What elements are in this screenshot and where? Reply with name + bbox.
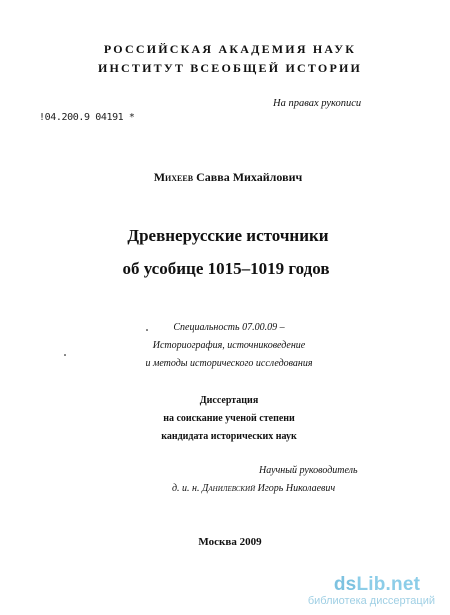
logo-lib: Lib.net [356,574,421,595]
manuscript-rights-note: На правах рукописи [273,98,362,109]
degree-line-1: на соискание ученой степени [163,413,295,424]
supervisor-name [172,483,335,494]
dslib-watermark[interactable] [308,575,435,607]
supervisor-degree: д. и. н. [172,483,200,494]
scan-speck [64,354,66,356]
dissertation-title-line-1: Древнерусские источники [127,226,329,245]
organization-line-institute: ИНСТИТУТ ВСЕОБЩЕЙ ИСТОРИИ [97,61,363,75]
dslib-tagline: библиотека диссертаций [307,595,435,607]
dslib-logo [308,575,435,595]
degree-line-2: кандидата исторических наук [161,431,297,442]
supervisor-surname: Данилевский [202,483,256,494]
specialty-name-line-1: Историография, источниковедение [152,340,306,351]
dissertation-title-line-2: об усобице 1015–1019 годов [122,259,330,278]
author-given-names: Савва Михайлович [196,170,303,184]
registration-stamp: !04.200.9 04191 * [39,112,135,123]
author-name [0,170,450,185]
specialty-name-line-2: и методы исторического исследования [145,358,313,369]
organization-line-academy: РОССИЙСКАЯ АКАДЕМИЯ НАУК [103,42,357,56]
dissertation-label: Диссертация [199,395,259,406]
logo-ds: ds [333,574,357,595]
supervisor-given-names: Игорь Николаевич [257,483,336,494]
supervisor-label: Научный руководитель [259,465,358,476]
specialty-code: Специальность 07.00.09 – [173,322,285,333]
author-surname: Михеев [153,170,194,184]
city-year: Москва 2009 [198,536,262,548]
